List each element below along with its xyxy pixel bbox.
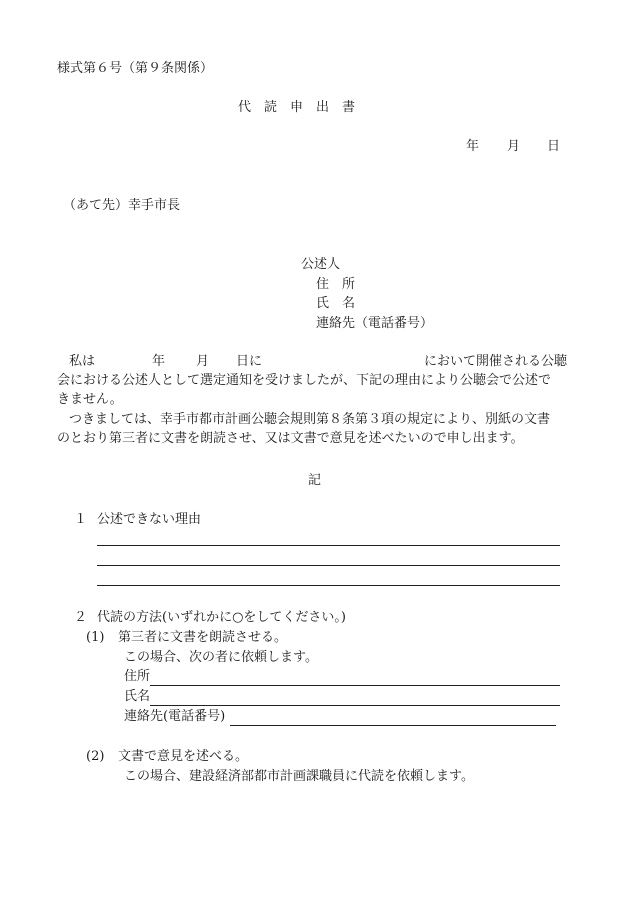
section1-number: １	[74, 512, 88, 527]
option1-contact-label: 連絡先(電話番号)	[124, 709, 226, 724]
date-year-label: 年	[466, 139, 480, 154]
option2-label: 文書で意見を述べる。	[118, 749, 249, 764]
option1-number: (1)	[86, 630, 105, 645]
option1-label: 第三者に文書を朗読させる。	[118, 630, 288, 645]
paragraph1-day: 日に	[236, 354, 263, 369]
form-number: 様式第６号（第９条関係）	[57, 61, 214, 76]
paragraph2-line2: のとおり第三者に文書を朗読させ、又は文書で意見を述べたいので申し出ます。	[57, 431, 524, 446]
option1-address-label: 住所	[124, 669, 151, 684]
option1-address-line[interactable]	[150, 685, 560, 686]
document-title: 代 読 申 出 書	[238, 100, 356, 115]
option2-number: (2)	[86, 749, 105, 764]
addressee: （あて先）幸手市長	[63, 198, 181, 213]
ki-label: 記	[308, 473, 322, 488]
option1-note: この場合、次の者に依頼します。	[124, 650, 318, 665]
declarant-name-label: 氏 名	[316, 296, 356, 311]
paragraph2-line1: つきましては、幸手市都市計画公聴会規則第８条第３項の規定により、別紙の文書	[69, 412, 551, 427]
declarant-heading: 公述人	[301, 257, 341, 272]
option2-note: この場合、建設経済部都市計画課職員に代読を依頼します。	[124, 769, 474, 784]
declarant-contact-label: 連絡先（電話番号）	[316, 316, 434, 331]
paragraph1-watashi: 私は	[69, 354, 96, 369]
paragraph1-month: 月	[196, 354, 210, 369]
reason-line-1[interactable]	[97, 545, 560, 546]
declarant-address-label: 住 所	[316, 277, 356, 292]
paragraph1-line3: きません。	[57, 392, 123, 407]
section1-label: 公述できない理由	[97, 512, 202, 527]
paragraph1-year: 年	[152, 354, 166, 369]
reason-line-2[interactable]	[97, 565, 560, 566]
date-month-label: 月	[507, 139, 521, 154]
reason-line-3[interactable]	[97, 585, 560, 586]
section2-label: 代読の方法(いずれかに○をしてください。)	[97, 610, 346, 625]
paragraph1-line2: 会における公述人として選定通知を受けましたが、下記の理由により公聴会で公述で	[57, 373, 552, 388]
option1-name-line[interactable]	[150, 705, 560, 706]
option1-contact-line[interactable]	[230, 725, 556, 726]
date-day-label: 日	[547, 139, 561, 154]
paragraph1-tail: において開催される公聴	[424, 354, 568, 369]
section2-number: ２	[74, 610, 88, 625]
option1-name-label: 氏名	[124, 689, 151, 704]
